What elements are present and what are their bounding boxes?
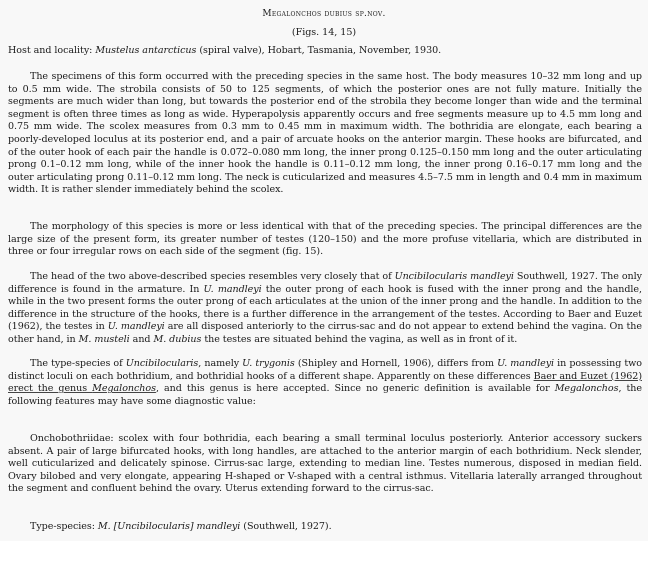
figure-reference: (Figs. 14, 15) [291, 27, 357, 38]
text-run: , and this genus is here accepted. Since no generic definition is available for [155, 383, 555, 395]
taxon-name: Uncibilocularis [125, 358, 199, 369]
taxon-name: M. dubius [153, 333, 202, 345]
text-run: the outer prong of each hook is fused with the inner prong and the handle, while in the two present forms the outer prong of each articulates at the union of the inner prong and the handle. In addition to the difference in the structure of the hooks, there is a further difference in the arrangement of the testes. According to Baer and Euzet (1962), the testes in [8, 283, 642, 333]
text-run: in possessing two distinct loculi on each bothridium, and bothridial hooks of a different shape. Apparently on these differences [8, 358, 642, 382]
species-title: Megalonchos dubius sp.nov. [262, 9, 386, 19]
taxon-name: M. musteli [78, 333, 130, 345]
text-run: Southwell, 1927. The only difference is found in the armature. In [8, 271, 642, 295]
paragraph-morphology: The morphology of this species is more or less identical with that of the preceding species. The principal differences are the large size of the present form, its greater number of testes (120–150) and the more profuse vitellaria, which are distributed in three or four irregular rows on each side of the segment (fig. 15). [8, 221, 642, 258]
text-run: The type-species of [30, 358, 126, 369]
taxon-name: Megalonchos [92, 383, 156, 395]
paragraph-head-comparison [8, 271, 642, 347]
text-run: Type-species: [30, 521, 98, 532]
taxon-name: M. [Uncibilocularis] mandleyi [97, 521, 241, 532]
taxon-name: U. mandleyi [497, 358, 555, 369]
host-and-locality [8, 45, 644, 58]
text-run: The head of the two above-described species resembles very closely that of [30, 271, 395, 282]
text-run: the testes are situated behind the vagina, as well as in front of it. [201, 333, 518, 345]
host-details: (spiral valve), Hobart, Tasmania, November, 1930. [196, 45, 442, 56]
host-species: Mustelus antarcticus [95, 45, 197, 56]
taxon-name: U. mandleyi [107, 321, 165, 333]
text-run: Baer and Euzet (1962) erect the genus [8, 370, 642, 395]
paragraph-generic-diagnosis: Onchobothriidae: scolex with four bothridia, each bearing a small terminal loculus posteriorly. Anterior accessory suckers absent. A pair of large bifurcated hooks, with long handles, are attached to the anterior margin of each bothridium. Neck slender, well cuticularized and delicately spinose. Cirrus-sac large, extending to median line. Testes numerous, disposed in median field. Ovary bilobed and very elongate, appearing H-shaped or V-shaped with a central isthmus. Vitellaria laterally arranged throughout the segment and confluent behind the ovary. Uterus extending forward to the cirrus-sac. [8, 433, 642, 495]
taxon-name: Uncibilocularis mandleyi [394, 271, 514, 282]
text-run: , namely [198, 358, 243, 369]
paragraph-type-species-designation [8, 521, 642, 534]
text-run: and [129, 333, 154, 345]
taxon-name: Megalonchos [554, 383, 619, 395]
paragraph-type-species [8, 358, 642, 408]
taxon-name: U. mandleyi [203, 283, 262, 295]
host-label: Host and locality: [8, 45, 96, 56]
text-run: are all disposed anteriorly to the cirrus-sac and do not appear to extend behind the vagina. On the other hand, in [8, 321, 642, 345]
taxon-name: U. trygonis [242, 358, 295, 369]
text-run: (Shipley and Hornell, 1906), differs from [294, 358, 498, 369]
text-run: , the following features may have some diagnostic value: [8, 383, 642, 407]
text-run: (Southwell, 1927). [240, 521, 332, 532]
paragraph-description: The specimens of this form occurred with the preceding species in the same host. The body measures 10–32 mm long and up to 0.5 mm wide. The strobila consists of 50 to 125 segments, of which the posterior ones are not fully mature. Initially the segments are much wider than long, but towards the posterior end of the strobila they become longer than wide and the terminal segment is often three times as long as wide. Hyperapolysis apparently occurs and free segments measure up to 4.5 mm long and 0.75 mm wide. The scolex measures from 0.3 mm to 0.45 mm in maximum width. The bothridia are elongate, each bearing a poorly-developed loculus at its posterior end, and a pair of arcuate hooks on the anterior margin. These hooks are bifurcated, and of the outer hook of each pair the handle is 0.072–0.080 mm long, the inner prong 0.125–0.150 mm long and the outer articulating prong 0.1–0.12 mm long, while of the inner hook the handle is 0.11–0.12 mm long, the inner prong 0.16–0.17 mm long and the outer articulating prong 0.11–0.12 mm long. The neck is cuticularized and measures 4.5–7.5 mm in length and 0.4 mm in maximum width. It is rather slender immediately behind the scolex. [8, 71, 642, 196]
